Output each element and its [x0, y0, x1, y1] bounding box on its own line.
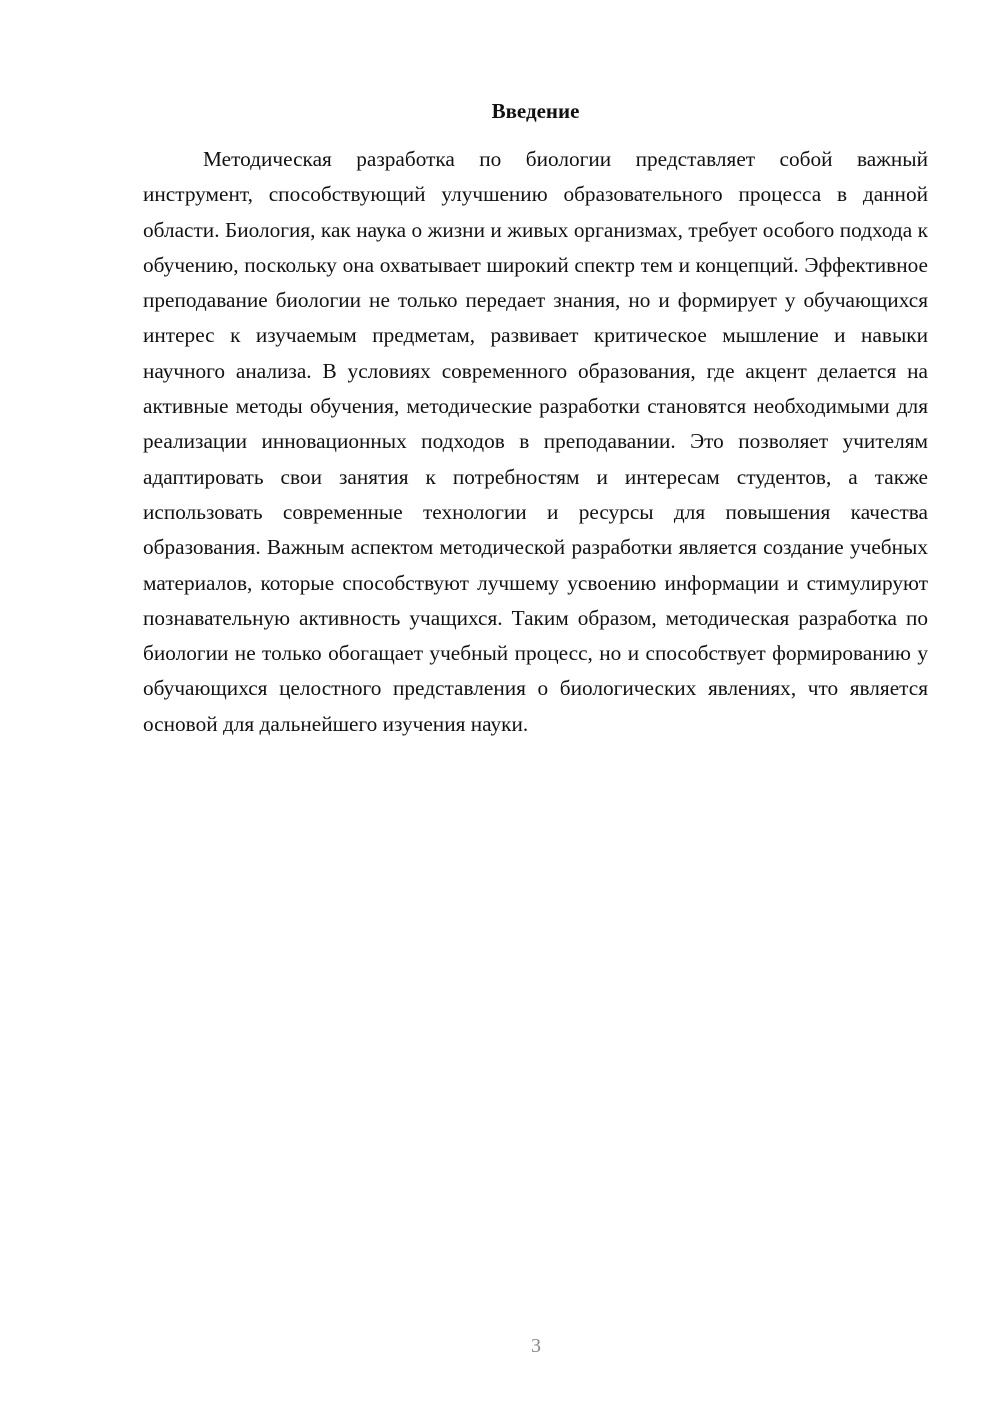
section-heading: Введение	[491, 99, 580, 123]
page-number: 3	[531, 1335, 541, 1357]
intro-paragraph: Методическая разработка по биологии представляет собой важный инструмент, способствующий улучшению образовательного процесса в данной области. Биология, как наука о жизни и живых организмах, требует особого подхода к обучению, поскольку она охватывает широкий спектр тем и концепций. Эффективное преподавание биологии не только передает знания, но и формирует у обучающихся интерес к изучаемым предметам, развивает критическое мышление и навыки научного анализа. В условиях современного образования, где акцент делается на активные методы обучения, методические разработки становятся необходимыми для реализации инновационных подходов в преподавании. Это позволяет учителям адаптировать свои занятия к потребностям и интересам студентов, а также использовать современные технологии и ресурсы для повышения качества образования. Важным аспектом методической разработки является создание учебных материалов, которые способствуют лучшему усвоению информации и стимулируют познавательную активность учащихся. Таким образом, методическая разработка по биологии не только обогащает учебный процесс, но и способствует формированию у обучающихся целостного представления о биологических явлениях, что является основой для дальнейшего изучения науки.	[143, 147, 928, 736]
